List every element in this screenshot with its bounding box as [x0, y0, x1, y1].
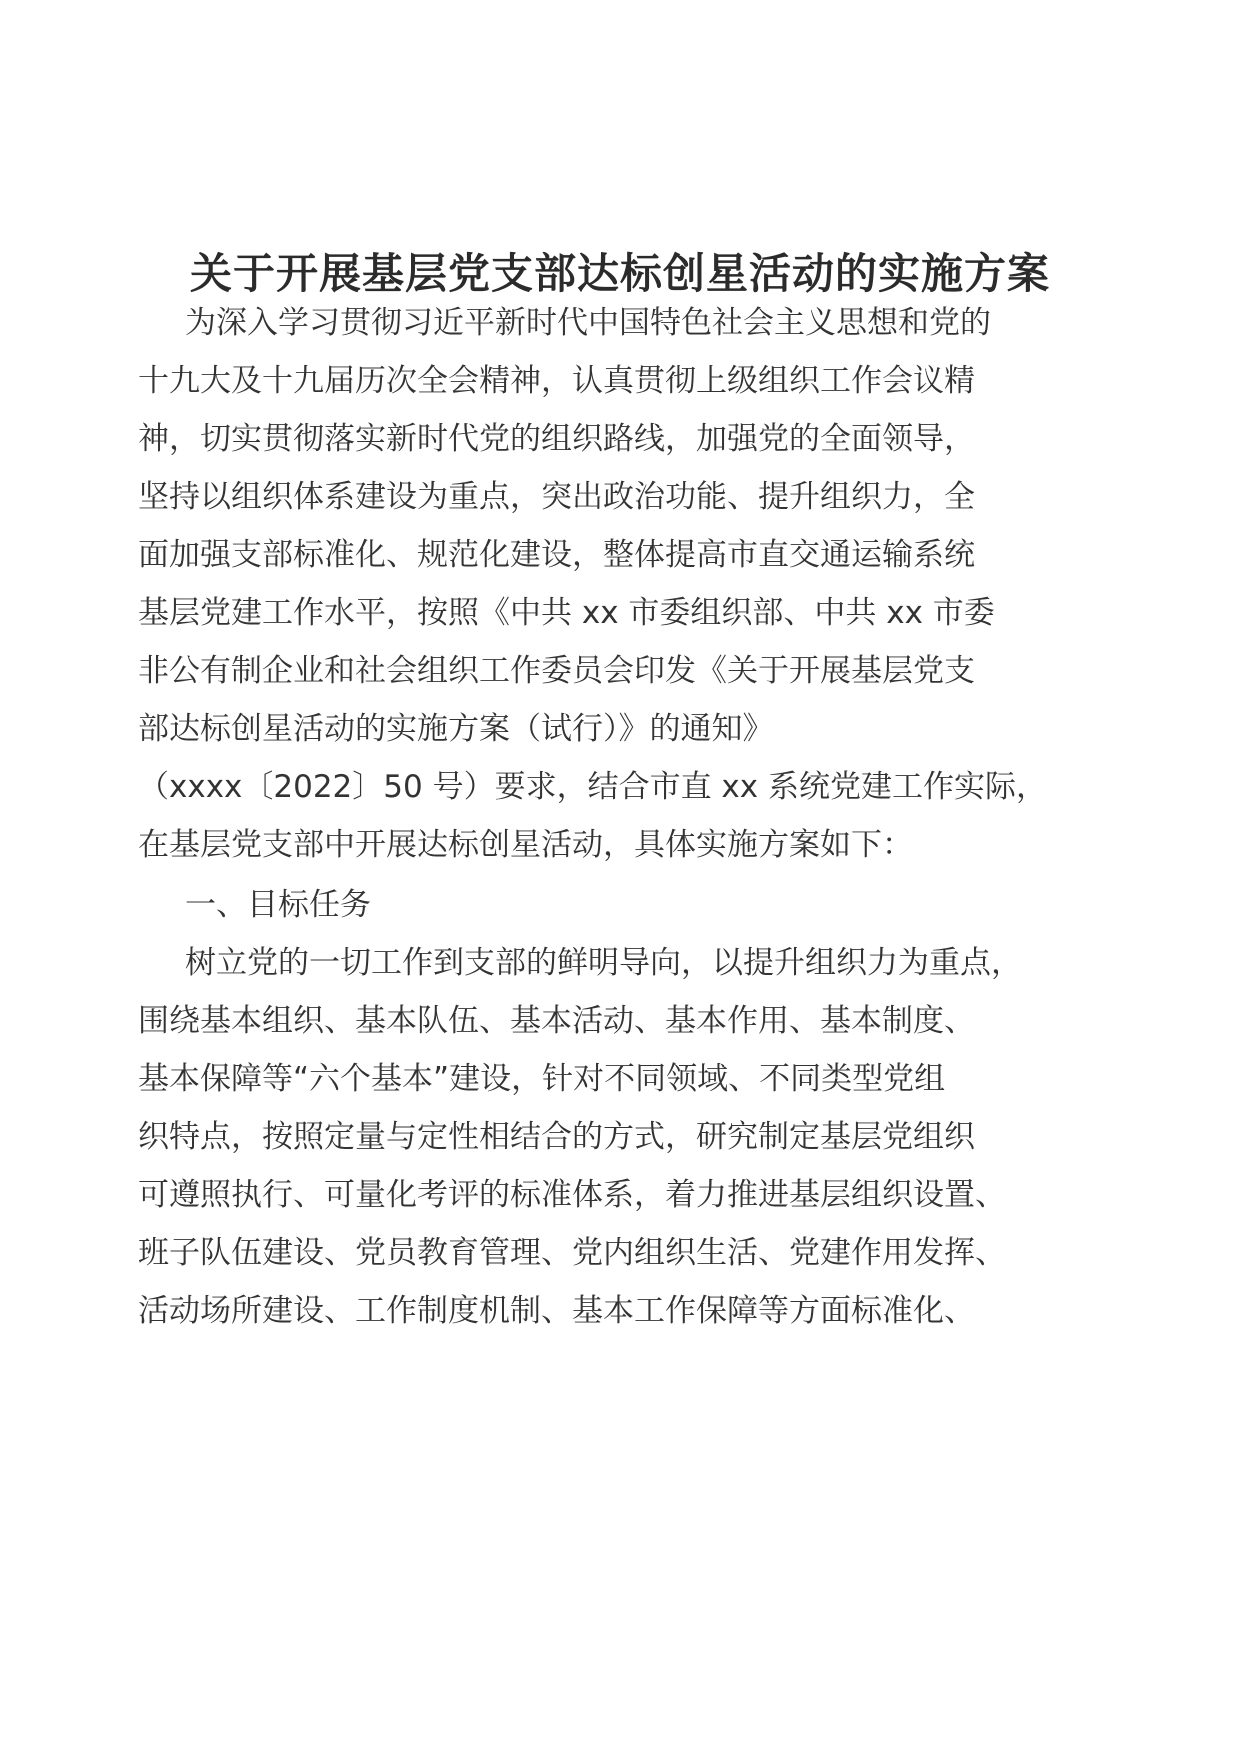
paragraph-1-line-3: 神，切实贯彻落实新时代党的组织路线，加强党的全面领导，	[138, 421, 975, 457]
paragraph-2-line-3: 基本保障等“六个基本”建设，针对不同领域、不同类型党组	[138, 1061, 946, 1097]
paragraph-2-line-4: 织特点，按照定量与定性相结合的方式，研究制定基层党组织	[138, 1119, 975, 1155]
paragraph-1-line-10: 在基层党支部中开展达标创星活动，具体实施方案如下：	[138, 827, 913, 863]
section-heading: 一、目标任务	[185, 887, 371, 923]
paragraph-2-line-2: 围绕基本组织、基本队伍、基本活动、基本作用、基本制度、	[138, 1003, 975, 1039]
document-title: 关于开展基层党支部达标创星活动的实施方案	[189, 249, 1050, 298]
paragraph-1-line-4: 坚持以组织体系建设为重点，突出政治功能、提升组织力，全	[138, 479, 975, 515]
paragraph-2-line-6: 班子队伍建设、党员教育管理、党内组织生活、党建作用发挥、	[138, 1235, 1006, 1271]
paragraph-1-line-2: 十九大及十九届历次全会精神，认真贯彻上级组织工作会议精	[138, 363, 975, 399]
paragraph-1-line-8: 部达标创星活动的实施方案（试行）》的通知》	[138, 711, 774, 747]
paragraph-1-line-5: 面加强支部标准化、规范化建设，整体提高市直交通运输系统	[138, 537, 975, 573]
paragraph-1-line-9: （xxxx〔2022〕50 号）要求，结合市直 xx 系统党建工作实际，	[138, 769, 1047, 805]
paragraph-1-line-7: 非公有制企业和社会组织工作委员会印发《关于开展基层党支	[138, 653, 975, 689]
paragraph-2-line-5: 可遵照执行、可量化考评的标准体系，着力推进基层组织设置、	[138, 1177, 1006, 1213]
paragraph-2-line-1: 树立党的一切工作到支部的鲜明导向，以提升组织力为重点，	[185, 945, 1022, 981]
paragraph-1-line-1: 为深入学习贯彻习近平新时代中国特色社会主义思想和党的	[185, 305, 991, 341]
paragraph-1-line-6: 基层党建工作水平，按照《中共 xx 市委组织部、中共 xx 市委	[138, 595, 995, 631]
paragraph-2-line-7: 活动场所建设、工作制度机制、基本工作保障等方面标准化、	[138, 1293, 975, 1329]
